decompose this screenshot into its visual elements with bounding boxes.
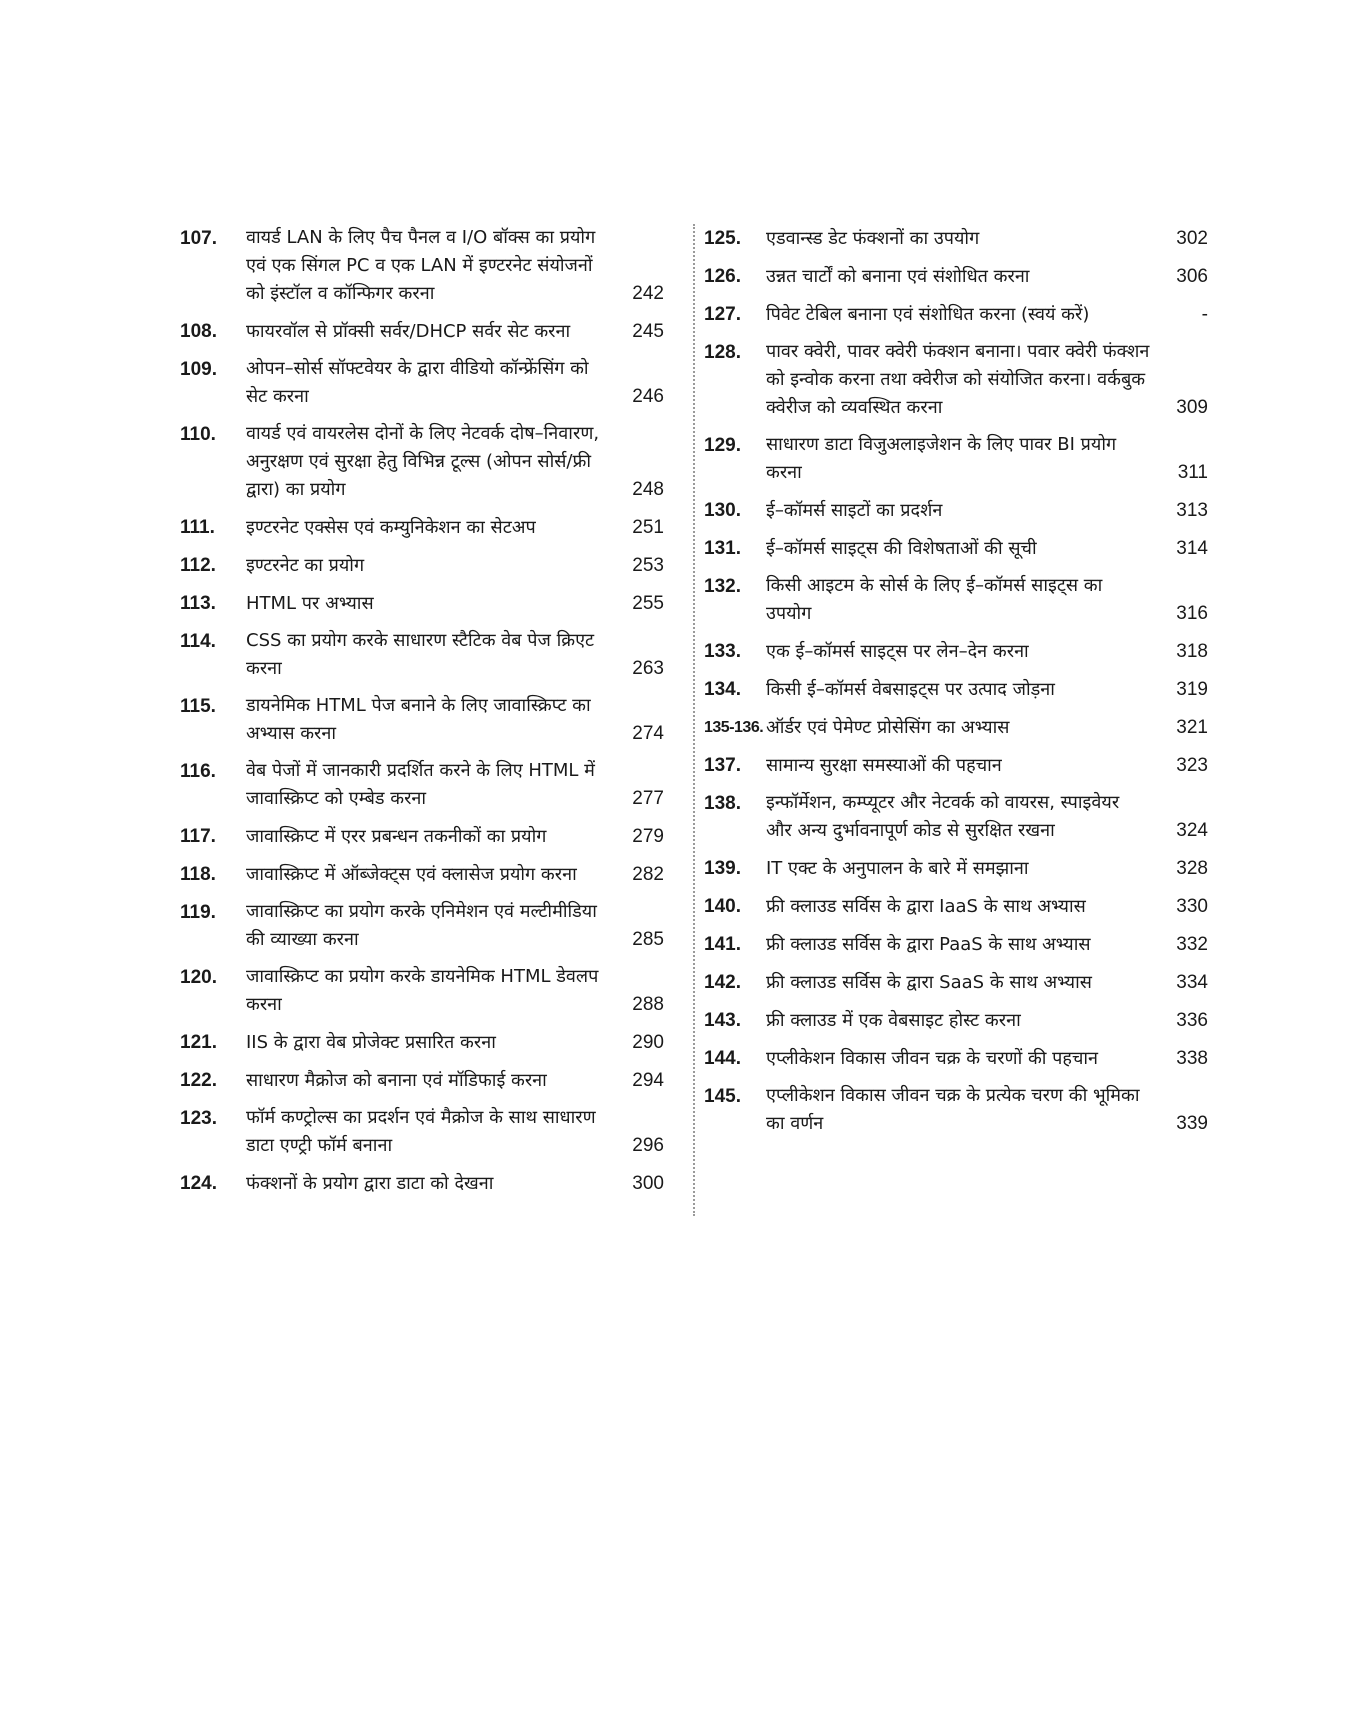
entry-title: वायर्ड एवं वायरलेस दोनों के लिए नेटवर्क दोष–निवारण, अनुरक्षण एवं सुरक्षा हेतु विभिन्न टूल्स (ओपन सोर्स/फ्री द्वारा) का प्रयोग xyxy=(246,423,600,500)
entry-number: 128. xyxy=(704,342,741,363)
entry-page-number: 296 xyxy=(632,1135,664,1156)
entry-number: 138. xyxy=(704,793,741,814)
toc-entry[interactable] xyxy=(704,572,1208,628)
entry-number: 132. xyxy=(704,576,741,597)
entry-page-number: 290 xyxy=(632,1032,664,1053)
toc-entry[interactable] xyxy=(704,751,1208,780)
entry-title: IIS के द्वारा वेब प्रोजेक्ट प्रसारित करना xyxy=(246,1032,496,1053)
entry-number: 119. xyxy=(180,902,216,923)
entry-title: जावास्क्रिप्ट का प्रयोग करके एनिमेशन एवं मल्टीमीडिया की व्याख्या करना xyxy=(246,901,597,950)
entry-number: 141. xyxy=(704,934,741,955)
entry-number: 120. xyxy=(180,967,217,988)
entry-page-number: 242 xyxy=(632,283,664,304)
entry-page-number: 321 xyxy=(1176,717,1208,738)
entry-page-number: 255 xyxy=(632,593,664,614)
entry-number: 134. xyxy=(704,679,741,700)
entry-page-number: 318 xyxy=(1176,641,1208,662)
toc-entry[interactable] xyxy=(704,534,1208,563)
toc-entry[interactable] xyxy=(704,1082,1208,1138)
entry-page-number: 330 xyxy=(1176,896,1208,917)
entry-page-number: 319 xyxy=(1176,679,1208,700)
entry-page-number: 328 xyxy=(1176,858,1208,879)
toc-entry[interactable] xyxy=(704,637,1208,666)
toc-entry[interactable] xyxy=(180,224,664,308)
entry-number: 123. xyxy=(180,1108,217,1129)
toc-entry[interactable] xyxy=(180,1104,664,1160)
entry-page-number: 245 xyxy=(632,321,664,342)
toc-entry[interactable] xyxy=(180,551,664,580)
entry-page-number: 314 xyxy=(1176,538,1208,559)
entry-page-number: 285 xyxy=(632,929,664,950)
toc-entry[interactable] xyxy=(180,822,664,851)
toc-entry[interactable] xyxy=(704,789,1208,845)
entry-title: इन्फॉर्मेशन, कम्प्यूटर और नेटवर्क को वायरस, स्पाइवेयर और अन्य दुर्भावनापूर्ण कोड से सुरक्षित रखना xyxy=(766,792,1120,841)
entry-title: फ्री क्लाउड सर्विस के द्वारा SaaS के साथ अभ्यास xyxy=(766,972,1092,993)
entry-number: 133. xyxy=(704,641,741,662)
entry-title: एप्लीकेशन विकास जीवन चक्र के प्रत्येक चरण की भूमिका का वर्णन xyxy=(766,1085,1140,1134)
entry-title: IT एक्ट के अनुपालन के बारे में समझाना xyxy=(766,858,1029,879)
entry-number: 124. xyxy=(180,1173,217,1194)
entry-page-number: - xyxy=(1201,304,1208,325)
entry-title: एप्लीकेशन विकास जीवन चक्र के चरणों की पहचान xyxy=(766,1048,1099,1069)
entry-number: 115. xyxy=(180,696,216,717)
entry-page-number: 282 xyxy=(632,864,664,885)
entry-title: ई–कॉमर्स साइटों का प्रदर्शन xyxy=(766,500,943,521)
entry-title: फ्री क्लाउड सर्विस के द्वारा PaaS के साथ अभ्यास xyxy=(766,934,1091,955)
entry-number: 110. xyxy=(180,424,216,445)
entry-page-number: 334 xyxy=(1176,972,1208,993)
toc-entry[interactable] xyxy=(180,355,664,411)
toc-entry[interactable] xyxy=(704,262,1208,291)
toc-entry[interactable] xyxy=(704,431,1208,487)
entry-page-number: 263 xyxy=(632,658,664,679)
toc-entry[interactable] xyxy=(180,757,664,813)
entry-title: एडवान्स्ड डेट फंक्शनों का उपयोग xyxy=(766,228,980,249)
toc-column-left xyxy=(180,224,664,1207)
toc-entry[interactable] xyxy=(704,854,1208,883)
entry-page-number: 246 xyxy=(632,386,664,407)
entry-page-number: 309 xyxy=(1176,397,1208,418)
toc-entry[interactable] xyxy=(180,692,664,748)
entry-title: फंक्शनों के प्रयोग द्वारा डाटा को देखना xyxy=(246,1173,494,1194)
toc-entry[interactable] xyxy=(180,963,664,1019)
entry-title: पिवेट टेबिल बनाना एवं संशोधित करना (स्वयं करें) xyxy=(766,304,1090,325)
entry-page-number: 313 xyxy=(1176,500,1208,521)
entry-title: वायर्ड LAN के लिए पैच पैनल व I/O बॉक्स का प्रयोग एवं एक सिंगल PC व एक LAN में इण्टरनेट संयोजनों को इंस्टॉल व कॉन्फिगर करना xyxy=(246,227,596,304)
toc-entry[interactable] xyxy=(704,968,1208,997)
entry-page-number: 302 xyxy=(1176,228,1208,249)
entry-page-number: 339 xyxy=(1176,1113,1208,1134)
entry-title: जावास्क्रिप्ट में एरर प्रबन्धन तकनीकों का प्रयोग xyxy=(246,826,547,847)
entry-title: साधारण डाटा विजुअलाइजेशन के लिए पावर BI प्रयोग करना xyxy=(766,434,1117,483)
column-divider xyxy=(693,224,695,1216)
toc-entry[interactable] xyxy=(704,338,1208,422)
toc-entry[interactable] xyxy=(704,224,1208,253)
entry-title: फॉर्म कण्ट्रोल्स का प्रदर्शन एवं मैक्रोज के साथ साधारण डाटा एण्ट्री फॉर्म बनाना xyxy=(246,1107,596,1156)
entry-page-number: 253 xyxy=(632,555,664,576)
entry-number: 109. xyxy=(180,359,217,380)
entry-title: जावास्क्रिप्ट का प्रयोग करके डायनेमिक HTML डेवलप करना xyxy=(246,966,599,1015)
entry-page-number: 277 xyxy=(632,788,664,809)
entry-title: ओपन–सोर्स सॉफ्टवेयर के द्वारा वीडियो कॉन्फ्रेंसिंग को सेट करना xyxy=(246,358,589,407)
entry-number: 111. xyxy=(180,517,215,538)
entry-number: 131. xyxy=(704,538,741,559)
entry-number: 142. xyxy=(704,972,741,993)
entry-title: सामान्य सुरक्षा समस्याओं की पहचान xyxy=(766,755,1002,776)
toc-entry[interactable] xyxy=(704,1044,1208,1073)
entry-number: 129. xyxy=(704,435,741,456)
entry-number: 145. xyxy=(704,1086,741,1107)
toc-entry[interactable] xyxy=(180,1169,664,1198)
toc-entry[interactable] xyxy=(180,513,664,542)
entry-title: उन्नत चार्टों को बनाना एवं संशोधित करना xyxy=(766,266,1030,287)
entry-number: 135-136. xyxy=(704,719,764,736)
toc-entry[interactable] xyxy=(180,589,664,618)
entry-page-number: 306 xyxy=(1176,266,1208,287)
entry-number: 121. xyxy=(180,1032,217,1053)
entry-title: HTML पर अभ्यास xyxy=(246,593,374,614)
entry-number: 117. xyxy=(180,826,216,847)
entry-number: 108. xyxy=(180,321,217,342)
entry-number: 137. xyxy=(704,755,741,776)
entry-number: 118. xyxy=(180,864,216,885)
entry-title: वेब पेजों में जानकारी प्रदर्शित करने के लिए HTML में जावास्क्रिप्ट को एम्बेड करना xyxy=(246,760,595,809)
toc-entry[interactable] xyxy=(180,317,664,346)
toc-entry[interactable] xyxy=(704,496,1208,525)
entry-number: 143. xyxy=(704,1010,741,1031)
entry-title: CSS का प्रयोग करके साधारण स्टैटिक वेब पेज क्रिएट करना xyxy=(246,630,595,679)
entry-title: पावर क्वेरी, पावर क्वेरी फंक्शन बनाना। पवार क्वेरी फंक्शन को इन्वोक करना तथा क्वेरीज को संयोजित करना। वर्कबुक क्वेरीज को व्यवस्थित करना xyxy=(766,341,1150,418)
entry-page-number: 279 xyxy=(632,826,664,847)
toc-entry[interactable] xyxy=(180,1066,664,1095)
entry-number: 127. xyxy=(704,304,741,325)
entry-page-number: 338 xyxy=(1176,1048,1208,1069)
toc-entry[interactable] xyxy=(704,892,1208,921)
entry-page-number: 324 xyxy=(1176,820,1208,841)
entry-title: एक ई–कॉमर्स साइट्स पर लेन–देन करना xyxy=(766,641,1029,662)
entry-title: जावास्क्रिप्ट में ऑब्जेक्ट्स एवं क्लासेज प्रयोग करना xyxy=(246,864,577,885)
entry-number: 126. xyxy=(704,266,741,287)
entry-number: 130. xyxy=(704,500,741,521)
entry-number: 144. xyxy=(704,1048,741,1069)
toc-entry[interactable] xyxy=(180,860,664,889)
entry-number: 116. xyxy=(180,761,216,782)
entry-page-number: 294 xyxy=(632,1070,664,1091)
entry-page-number: 316 xyxy=(1176,603,1208,624)
entry-title: फ्री क्लाउड में एक वेबसाइट होस्ट करना xyxy=(766,1010,1021,1031)
toc-entry[interactable] xyxy=(704,1006,1208,1035)
toc-entry[interactable] xyxy=(180,898,664,954)
entry-page-number: 311 xyxy=(1177,462,1208,483)
entry-number: 139. xyxy=(704,858,741,879)
entry-number: 107. xyxy=(180,228,217,249)
entry-page-number: 336 xyxy=(1176,1010,1208,1031)
toc-entry[interactable] xyxy=(180,420,664,504)
entry-number: 114. xyxy=(180,631,216,652)
entry-page-number: 323 xyxy=(1176,755,1208,776)
entry-title: फ्री क्लाउड सर्विस के द्वारा IaaS के साथ अभ्यास xyxy=(766,896,1086,917)
entry-title: ई–कॉमर्स साइट्स की विशेषताओं की सूची xyxy=(766,538,1037,559)
entry-page-number: 332 xyxy=(1176,934,1208,955)
entry-title: किसी आइटम के सोर्स के लिए ई–कॉमर्स साइट्स का उपयोग xyxy=(766,575,1103,624)
entry-page-number: 251 xyxy=(632,517,664,538)
entry-number: 122. xyxy=(180,1070,217,1091)
entry-title: साधारण मैक्रोज को बनाना एवं मॉडिफाई करना xyxy=(246,1070,547,1091)
toc-entry[interactable] xyxy=(704,930,1208,959)
entry-page-number: 288 xyxy=(632,994,664,1015)
entry-number: 112. xyxy=(180,555,216,576)
toc-entry[interactable] xyxy=(180,627,664,683)
toc-entry[interactable] xyxy=(704,675,1208,704)
entry-page-number: 274 xyxy=(632,723,664,744)
toc-column-right xyxy=(704,224,1208,1147)
toc-entry[interactable] xyxy=(704,713,1208,742)
entry-title: डायनेमिक HTML पेज बनाने के लिए जावास्क्रिप्ट का अभ्यास करना xyxy=(246,695,591,744)
entry-page-number: 300 xyxy=(632,1173,664,1194)
entry-title: फायरवॉल से प्रॉक्सी सर्वर/DHCP सर्वर सेट करना xyxy=(246,321,571,342)
entry-title: इण्टरनेट एक्सेस एवं कम्युनिकेशन का सेटअप xyxy=(246,517,536,538)
entry-title: किसी ई–कॉमर्स वेबसाइट्स पर उत्पाद जोड़ना xyxy=(766,679,1055,700)
entry-number: 140. xyxy=(704,896,741,917)
toc-entry[interactable] xyxy=(704,300,1208,329)
entry-title: इण्टरनेट का प्रयोग xyxy=(246,555,365,576)
entry-number: 113. xyxy=(180,593,216,614)
entry-page-number: 248 xyxy=(632,479,664,500)
entry-title: ऑर्डर एवं पेमेण्ट प्रोसेसिंग का अभ्यास xyxy=(766,717,1010,738)
entry-number: 125. xyxy=(704,228,741,249)
toc-entry[interactable] xyxy=(180,1028,664,1057)
